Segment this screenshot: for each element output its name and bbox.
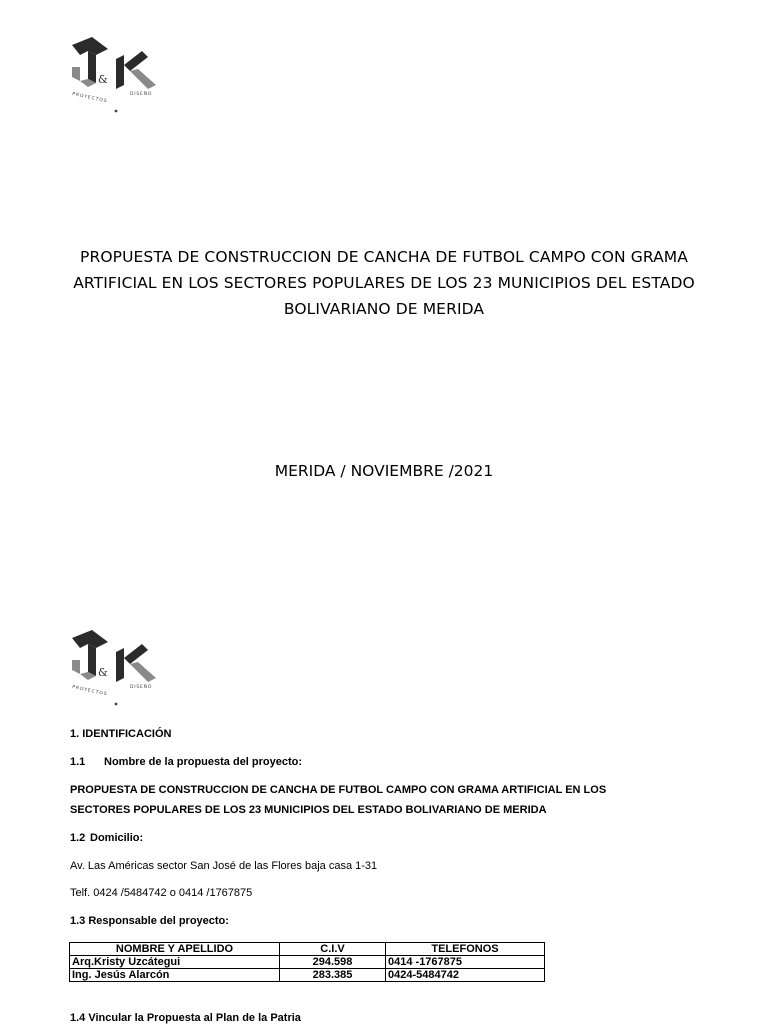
subsection-label: Domicilio: [90,832,144,844]
address-text: Av. Las Américas sector San José de las Flores baja casa 1-31 [70,860,378,872]
section-heading: 1. IDENTIFICACIÓN [70,728,172,740]
cover-title-line: ARTIFICIAL EN LOS SECTORES POPULARES DE LOS 23 MUNICIPIOS DEL ESTADO [73,274,695,292]
logo-left-text: PROYECTOS [71,685,108,698]
subsection-number: 1.2 [70,832,86,844]
subsection-number: 1.1 [70,756,86,768]
table-header: TELEFONOS [386,943,545,956]
table-header: NOMBRE Y APELLIDO [70,943,280,956]
logo-ampersand: & [98,666,108,679]
subsection-label: Nombre de la propuesta del proyecto: [104,756,303,768]
subsection-1-2 [70,831,143,845]
logo-right-text: DISEÑO [130,685,153,690]
subsection-1-4: 1.4 Vincular la Propuesta al Plan de la Patria [70,1012,301,1024]
subsection-1-3: 1.3 Responsable del proyecto: [70,915,229,927]
company-logo-top [68,33,160,117]
jk-logo-mark [68,33,160,117]
table-cell: 283.385 [280,969,386,982]
table-cell: 294.598 [280,956,386,969]
responsible-table [69,942,545,982]
subsection-1-1 [70,755,302,769]
logo-right-text: DISEÑO [130,92,153,97]
cover-title [60,244,708,322]
phone-text: Telf. 0424 /5484742 o 0414 /1767875 [70,887,253,899]
table-header-row [70,943,545,956]
table-cell: Ing. Jesús Alarcón [70,969,280,982]
cover-date: MERIDA / NOVIEMBRE /2021 [274,462,494,480]
jk-logo-mark [68,626,160,710]
table-cell: Arq.Kristy Uzcátegui [70,956,280,969]
table-row [70,956,545,969]
cover-title-line: BOLIVARIANO DE MERIDA [283,300,485,318]
company-logo-second-page [68,626,160,710]
proposal-line: SECTORES POPULARES DE LOS 23 MUNICIPIOS DEL ESTADO BOLIVARIANO DE MERIDA [70,804,547,816]
table-cell: 0424-5484742 [386,969,545,982]
logo-ampersand: & [98,73,108,86]
logo-left-text: PROYECTOS [71,92,108,105]
table-header: C.I.V [280,943,386,956]
cover-title-line: PROPUESTA DE CONSTRUCCION DE CANCHA DE FUTBOL CAMPO CON GRAMA [80,248,688,266]
table-row [70,969,545,982]
table-cell: 0414 -1767875 [386,956,545,969]
proposal-line: PROPUESTA DE CONSTRUCCION DE CANCHA DE FUTBOL CAMPO CON GRAMA ARTIFICIAL EN LOS [70,784,607,796]
